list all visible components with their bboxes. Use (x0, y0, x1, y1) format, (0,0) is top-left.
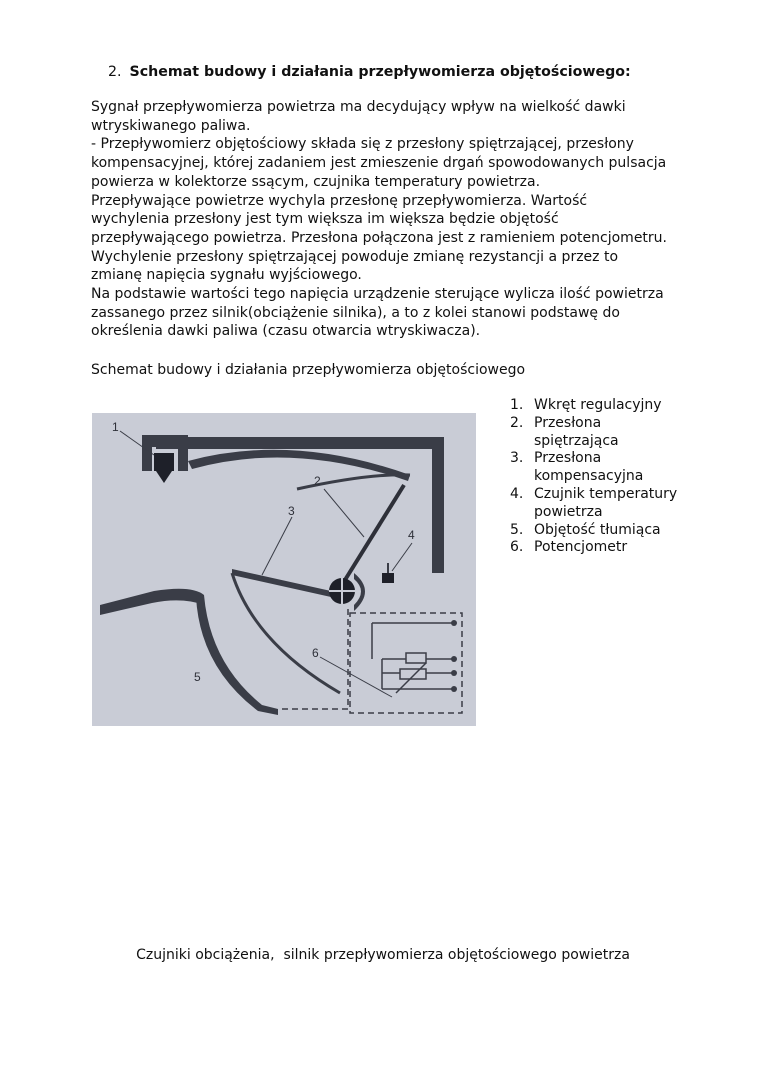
adjusting-screw (154, 453, 174, 471)
section-title: Schemat budowy i działania przepływomierza objętościowego: (129, 64, 631, 80)
leader-line-2 (324, 489, 364, 537)
paragraph-line: Przepływające powietrze wychyla przesłonę przepływomierza. Wartość (91, 192, 588, 209)
body-paragraph (91, 98, 691, 341)
legend-item: 5. Objętość tłumiąca (510, 521, 661, 538)
temperature-sensor (382, 573, 394, 583)
paragraph-line: wtryskiwanego paliwa. (91, 117, 251, 134)
paragraph-line: powierza w kolektorze ssącym, czujnika temperatury powietrza. (91, 173, 541, 190)
diagram-label-2: 2 (314, 474, 321, 488)
paragraph-line: Na podstawie wartości tego napięcia urządzenie sterujące wylicza ilość powietrza (91, 286, 664, 303)
leader-line-3 (262, 517, 292, 575)
baffle-flap (340, 485, 404, 588)
diagram-label-3: 3 (288, 504, 295, 518)
legend-item: 6. Potencjometr (510, 539, 628, 556)
paragraph-line: kompensacyjnej, której zadaniem jest zmieszenie drgań spowodowanych pulsacja (91, 155, 667, 172)
paragraph-line: - Przepływomierz objętościowy składa się z przesłony spiętrzającej, przesłony (91, 136, 634, 153)
section-heading (108, 62, 631, 82)
paragraph-line: Sygnał przepływomierza powietrza ma decydujący wpływ na wielkość dawki (91, 99, 626, 115)
inlet-nozzle (100, 589, 204, 615)
section-number: 2. (108, 64, 122, 80)
legend-item: 2. Przesłona spiętrzająca (510, 414, 619, 449)
paragraph-line: Wychylenie przesłony spiętrzającej powoduje zmianę rezystancji a przez to (91, 248, 619, 265)
paragraph-line: wychylenia przesłony jest tym większa im większa będzie objętość (91, 211, 559, 228)
potentiometer-element (400, 669, 426, 679)
paragraph-line: zmianę napięcia sygnału wyjściowego. (91, 267, 362, 284)
legend-item: 1. Wkręt regulacyjny (510, 397, 662, 413)
legend-item: 3. Przesłona kompensacyjna (510, 450, 644, 485)
diagram-legend (510, 397, 690, 557)
terminal (451, 620, 457, 626)
leader-line-4 (392, 543, 412, 571)
potentiometer-resistor (406, 653, 426, 663)
legend-item: 4. Czujnik temperatury powietrza (510, 485, 678, 520)
paragraph-line: określenia dawki paliwa (czasu otwarcia wtryskiwacza). (91, 323, 481, 340)
diagram-caption: Schemat budowy i działania przepływomierza objętościowego (91, 362, 526, 378)
diagram-label-6: 6 (312, 646, 319, 660)
terminal (451, 670, 457, 676)
adjusting-screw-tip (156, 471, 172, 483)
bottom-caption: Czujniki obciążenia, silnik przepływomierza objętościowego powietrza (136, 947, 630, 963)
terminal (451, 686, 457, 692)
leader-line-6 (320, 657, 392, 697)
flowmeter-diagram-drawing (92, 413, 476, 726)
flowmeter-diagram (92, 413, 476, 726)
compensation-flap (232, 569, 340, 599)
paragraph-line: zassanego przez silnik(obciążenie silnika), a to z kolei stanowi podstawę do (91, 304, 620, 321)
paragraph-line: przepływającego powietrza. Przesłona połączona jest z ramieniem potencjometru. (91, 229, 667, 246)
damping-volume-wall (196, 595, 278, 715)
pivot-bracket (354, 573, 365, 611)
diagram-label-5: 5 (194, 670, 201, 684)
terminal (451, 656, 457, 662)
diagram-label-4: 4 (408, 528, 415, 542)
diagram-label-1: 1 (112, 420, 119, 434)
